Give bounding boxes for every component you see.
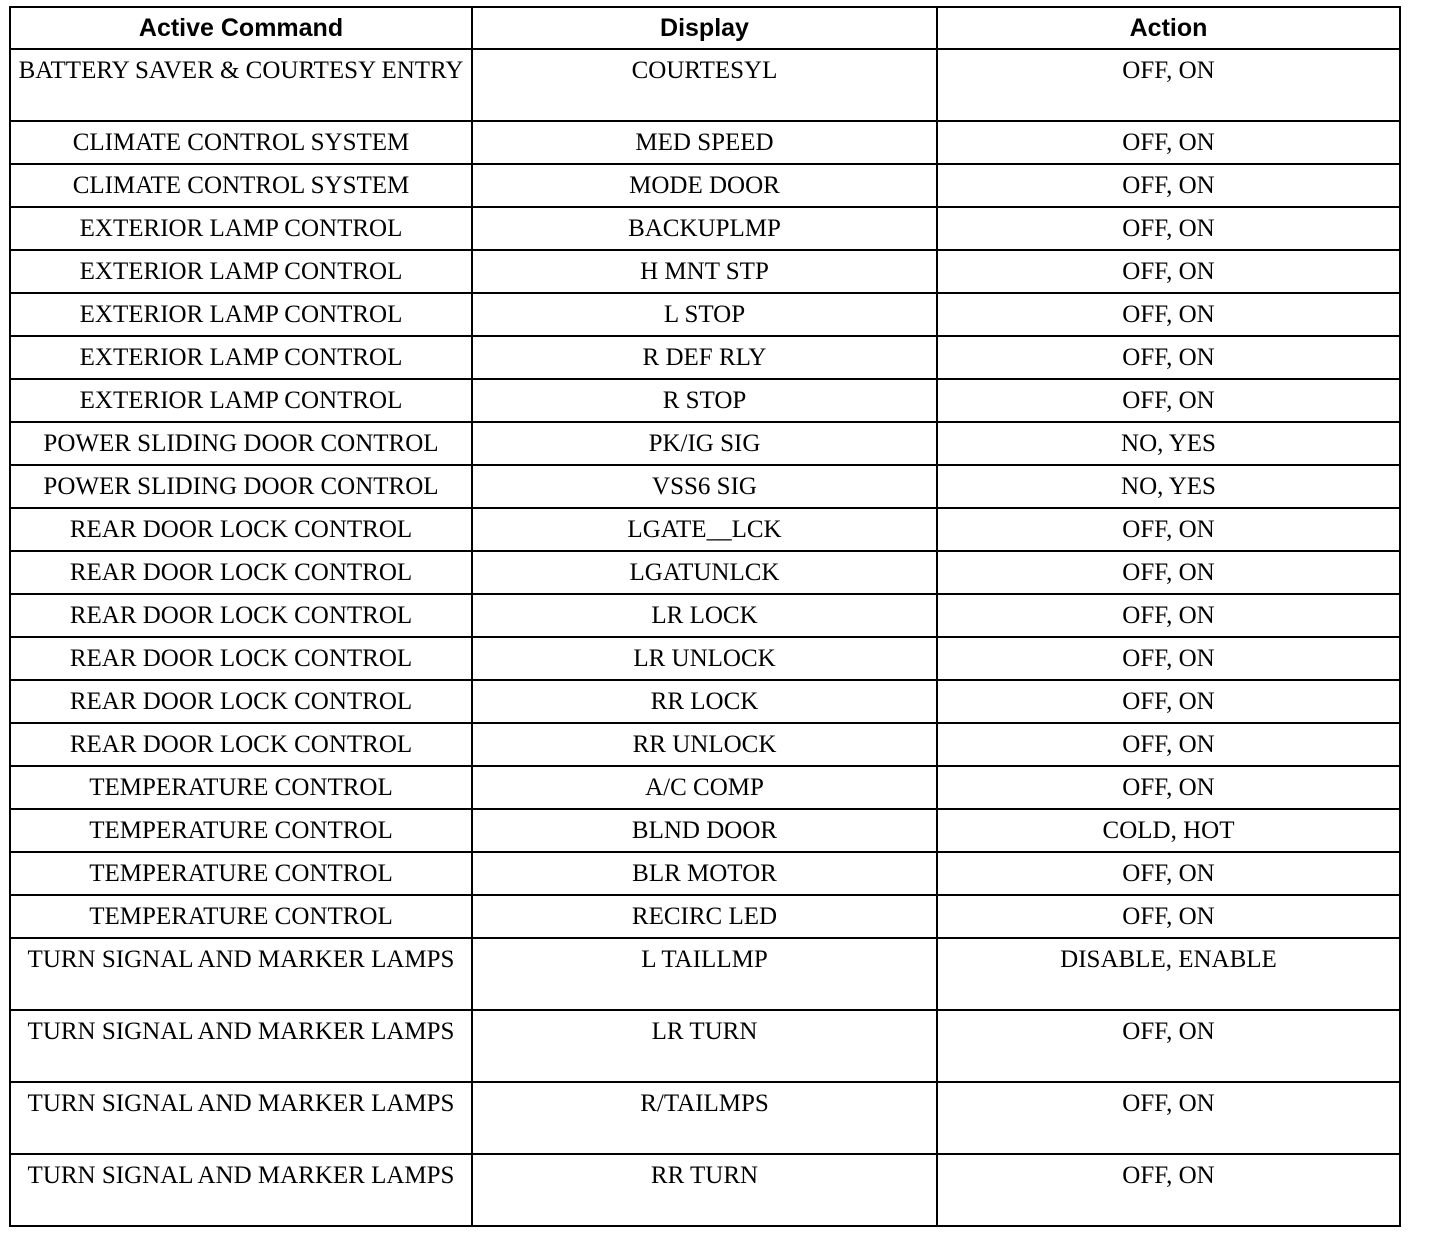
- action-cell: OFF, ON: [937, 508, 1400, 551]
- display-cell: BLND DOOR: [472, 809, 937, 852]
- command-cell: REAR DOOR LOCK CONTROL: [10, 723, 472, 766]
- table-row: [10, 637, 1400, 680]
- display-cell: RR UNLOCK: [472, 723, 937, 766]
- command-cell: TEMPERATURE CONTROL: [10, 895, 472, 938]
- action-cell: OFF, ON: [937, 164, 1400, 207]
- command-cell: REAR DOOR LOCK CONTROL: [10, 680, 472, 723]
- command-cell: BATTERY SAVER & COURTESY ENTRY: [10, 49, 472, 121]
- action-cell: OFF, ON: [937, 121, 1400, 164]
- action-cell: COLD, HOT: [937, 809, 1400, 852]
- action-cell: DISABLE, ENABLE: [937, 938, 1400, 1010]
- table-row: [10, 938, 1400, 1010]
- active-command-table: [9, 6, 1401, 1227]
- action-cell: OFF, ON: [937, 1154, 1400, 1226]
- command-cell: EXTERIOR LAMP CONTROL: [10, 250, 472, 293]
- table-row: [10, 551, 1400, 594]
- table-row: [10, 1082, 1400, 1154]
- header-active-command: Active Command: [10, 7, 472, 49]
- command-cell: EXTERIOR LAMP CONTROL: [10, 207, 472, 250]
- table-row: [10, 121, 1400, 164]
- table-header: [10, 7, 1400, 49]
- header-action: Action: [937, 7, 1400, 49]
- action-cell: OFF, ON: [937, 379, 1400, 422]
- table-row: [10, 293, 1400, 336]
- command-cell: REAR DOOR LOCK CONTROL: [10, 594, 472, 637]
- command-cell: POWER SLIDING DOOR CONTROL: [10, 422, 472, 465]
- action-cell: NO, YES: [937, 422, 1400, 465]
- table-row: [10, 207, 1400, 250]
- table-row: [10, 379, 1400, 422]
- command-cell: TURN SIGNAL AND MARKER LAMPS: [10, 1154, 472, 1226]
- action-cell: OFF, ON: [937, 49, 1400, 121]
- display-cell: L STOP: [472, 293, 937, 336]
- display-cell: R STOP: [472, 379, 937, 422]
- action-cell: OFF, ON: [937, 852, 1400, 895]
- action-cell: OFF, ON: [937, 637, 1400, 680]
- display-cell: A/C COMP: [472, 766, 937, 809]
- display-cell: LR LOCK: [472, 594, 937, 637]
- action-cell: OFF, ON: [937, 1082, 1400, 1154]
- table-row: [10, 594, 1400, 637]
- table-row: [10, 164, 1400, 207]
- display-cell: BACKUPLMP: [472, 207, 937, 250]
- table-row: [10, 809, 1400, 852]
- command-cell: REAR DOOR LOCK CONTROL: [10, 508, 472, 551]
- display-cell: RR TURN: [472, 1154, 937, 1226]
- display-cell: MODE DOOR: [472, 164, 937, 207]
- display-cell: VSS6 SIG: [472, 465, 937, 508]
- table-row: [10, 766, 1400, 809]
- table-row: [10, 895, 1400, 938]
- command-cell: CLIMATE CONTROL SYSTEM: [10, 121, 472, 164]
- action-cell: OFF, ON: [937, 551, 1400, 594]
- display-cell: R DEF RLY: [472, 336, 937, 379]
- command-cell: EXTERIOR LAMP CONTROL: [10, 336, 472, 379]
- table-row: [10, 1154, 1400, 1226]
- command-cell: POWER SLIDING DOOR CONTROL: [10, 465, 472, 508]
- table-row: [10, 336, 1400, 379]
- display-cell: L TAILLMP: [472, 938, 937, 1010]
- display-cell: LGATE__LCK: [472, 508, 937, 551]
- action-cell: OFF, ON: [937, 723, 1400, 766]
- command-cell: TURN SIGNAL AND MARKER LAMPS: [10, 1082, 472, 1154]
- command-cell: TEMPERATURE CONTROL: [10, 766, 472, 809]
- command-cell: EXTERIOR LAMP CONTROL: [10, 293, 472, 336]
- action-cell: OFF, ON: [937, 336, 1400, 379]
- action-cell: OFF, ON: [937, 293, 1400, 336]
- display-cell: MED SPEED: [472, 121, 937, 164]
- command-cell: REAR DOOR LOCK CONTROL: [10, 551, 472, 594]
- display-cell: R/TAILMPS: [472, 1082, 937, 1154]
- display-cell: RECIRC LED: [472, 895, 937, 938]
- table-row: [10, 508, 1400, 551]
- display-cell: BLR MOTOR: [472, 852, 937, 895]
- command-cell: CLIMATE CONTROL SYSTEM: [10, 164, 472, 207]
- table-row: [10, 852, 1400, 895]
- table-row: [10, 465, 1400, 508]
- table-row: [10, 1010, 1400, 1082]
- action-cell: NO, YES: [937, 465, 1400, 508]
- command-cell: TEMPERATURE CONTROL: [10, 809, 472, 852]
- action-cell: OFF, ON: [937, 895, 1400, 938]
- command-cell: TEMPERATURE CONTROL: [10, 852, 472, 895]
- table-row: [10, 250, 1400, 293]
- table-body: [10, 49, 1400, 1226]
- table-row: [10, 422, 1400, 465]
- table-row: [10, 723, 1400, 766]
- action-cell: OFF, ON: [937, 207, 1400, 250]
- display-cell: RR LOCK: [472, 680, 937, 723]
- action-cell: OFF, ON: [937, 680, 1400, 723]
- display-cell: PK/IG SIG: [472, 422, 937, 465]
- command-cell: REAR DOOR LOCK CONTROL: [10, 637, 472, 680]
- action-cell: OFF, ON: [937, 594, 1400, 637]
- command-cell: TURN SIGNAL AND MARKER LAMPS: [10, 1010, 472, 1082]
- display-cell: H MNT STP: [472, 250, 937, 293]
- header-display: Display: [472, 7, 937, 49]
- table-row: [10, 49, 1400, 121]
- table-row: [10, 680, 1400, 723]
- action-cell: OFF, ON: [937, 766, 1400, 809]
- header-row: [10, 7, 1400, 49]
- display-cell: LR UNLOCK: [472, 637, 937, 680]
- action-cell: OFF, ON: [937, 1010, 1400, 1082]
- command-cell: TURN SIGNAL AND MARKER LAMPS: [10, 938, 472, 1010]
- display-cell: LGATUNLCK: [472, 551, 937, 594]
- display-cell: LR TURN: [472, 1010, 937, 1082]
- action-cell: OFF, ON: [937, 250, 1400, 293]
- display-cell: COURTESYL: [472, 49, 937, 121]
- command-cell: EXTERIOR LAMP CONTROL: [10, 379, 472, 422]
